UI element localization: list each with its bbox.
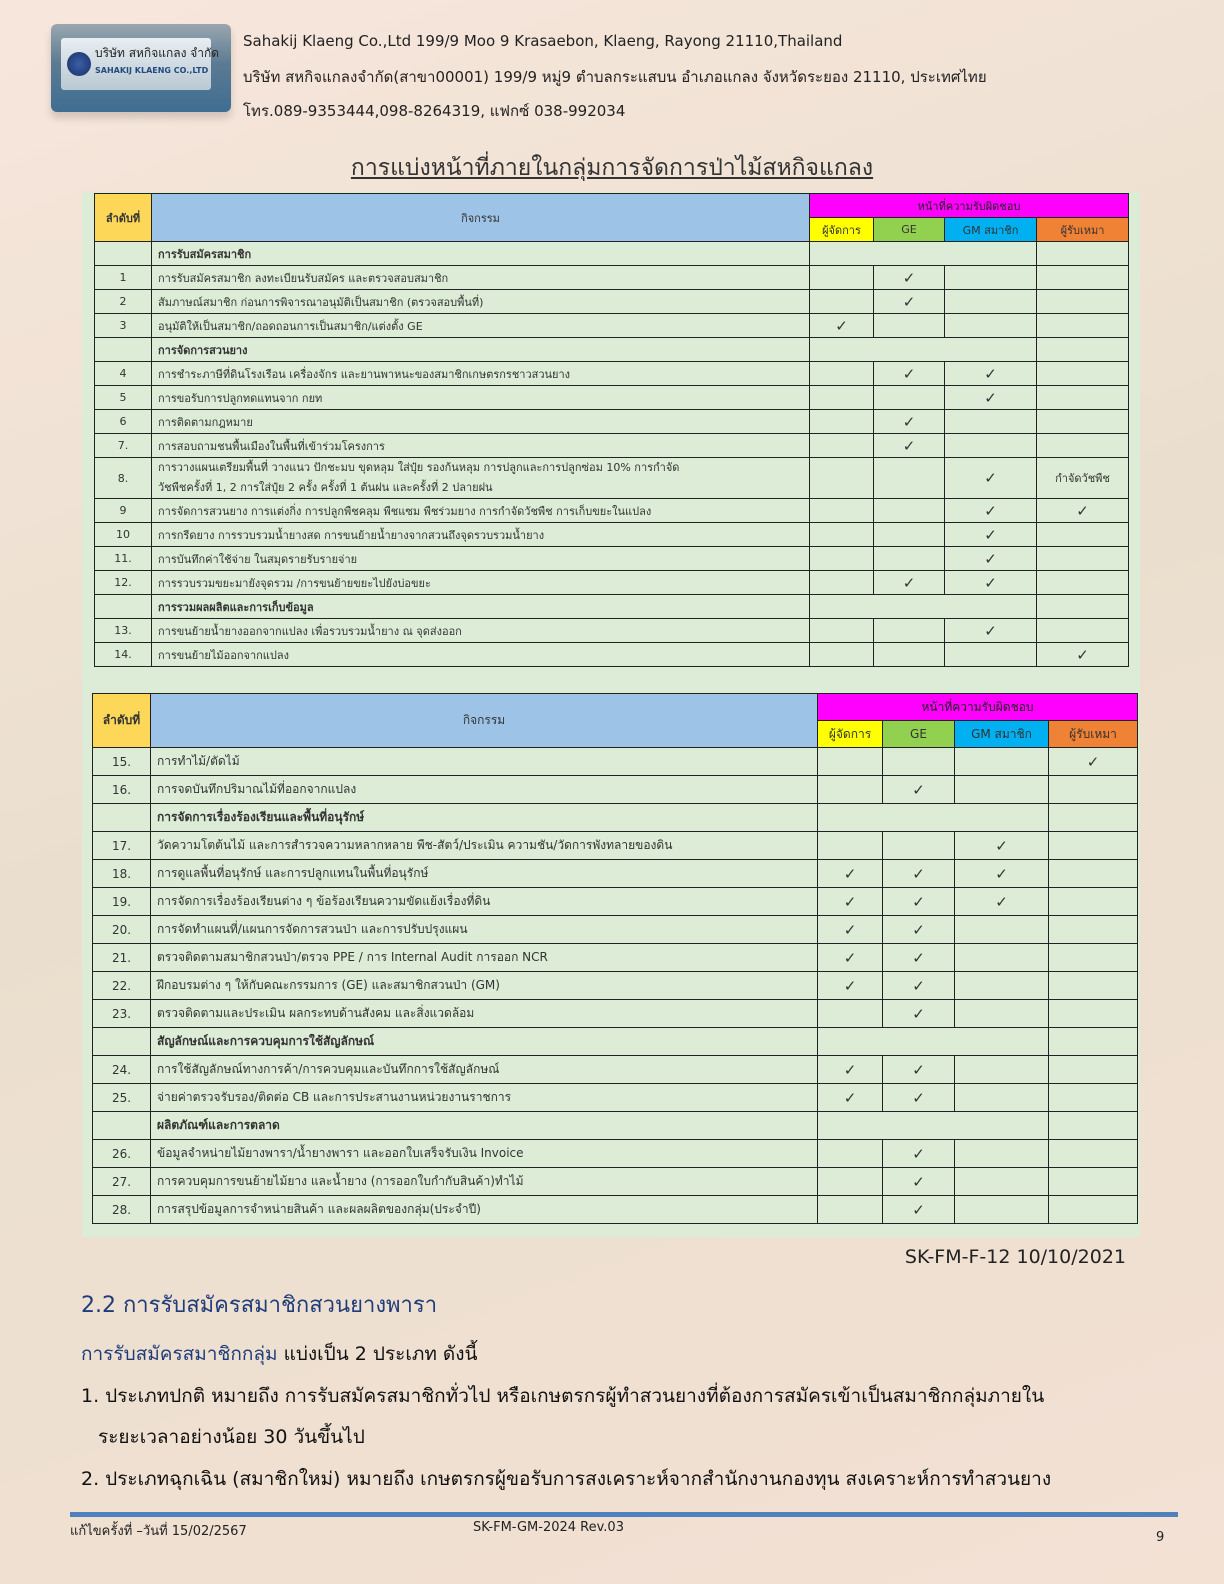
contractor-check <box>1049 832 1138 860</box>
activity-cell: การสอบถามชนพื้นเมืองในพื้นที่เข้าร่วมโครงการ <box>152 434 810 458</box>
manager-check <box>810 434 874 458</box>
contractor-check <box>1049 776 1138 804</box>
activity-cell: การชำระภาษีที่ดินโรงเรือน เครื่องจักร และยานพาหนะของสมาชิกเกษตรกรชาวสวนยาง <box>152 362 810 386</box>
contractor-check: ✓ <box>1049 748 1138 776</box>
section-row <box>93 804 1138 832</box>
contractor-check <box>1037 434 1129 458</box>
row-number: 25. <box>93 1084 151 1112</box>
contractor-check <box>1049 944 1138 972</box>
ge-check: ✓ <box>883 888 955 916</box>
activity-cell: ตรวจติดตามสมาชิกสวนป่า/ตรวจ PPE / การ Internal Audit การออก NCR <box>151 944 818 972</box>
header-ge: GE <box>874 218 945 242</box>
table-row <box>93 972 1138 1000</box>
manager-check <box>818 776 883 804</box>
section-blank <box>810 338 1037 362</box>
section-title: การรับสมัครสมาชิก <box>152 242 810 266</box>
contractor-check <box>1049 1140 1138 1168</box>
header-contractor: ผู้รับเหมา <box>1037 218 1129 242</box>
activity-cell: การดูแลพื้นที่อนุรักษ์ และการปลูกแทนในพื้นที่อนุรักษ์ <box>151 860 818 888</box>
activity-cell: การบันทึกค่าใช้จ่าย ในสมุดรายรับรายจ่าย <box>152 547 810 571</box>
manager-check <box>810 619 874 643</box>
gm-check <box>955 1140 1049 1168</box>
ge-check <box>874 643 945 667</box>
manager-check: ✓ <box>818 1084 883 1112</box>
gm-check <box>955 944 1049 972</box>
ge-check: ✓ <box>874 266 945 290</box>
manager-check: ✓ <box>810 314 874 338</box>
ge-check: ✓ <box>874 362 945 386</box>
section-blank <box>818 1112 1049 1140</box>
contractor-check: ✓ <box>1037 643 1129 667</box>
section-title: การจัดการเรื่องร้องเรียนและพื้นที่อนุรักษ์ <box>151 804 818 832</box>
manager-check <box>810 362 874 386</box>
header-gm: GM สมาชิก <box>945 218 1037 242</box>
table-row <box>95 434 1129 458</box>
gm-check <box>955 916 1049 944</box>
manager-check <box>818 748 883 776</box>
row-number: 1 <box>95 266 152 290</box>
activity-cell: การขนย้ายน้ำยางออกจากแปลง เพื่อรวบรวมน้ำยาง ณ จุดส่งออก <box>152 619 810 643</box>
footer-doc-code: SK-FM-GM-2024 Rev.03 <box>473 1520 624 1535</box>
table-row <box>93 944 1138 972</box>
section-row <box>95 595 1129 619</box>
gm-check <box>955 1000 1049 1028</box>
contractor-check <box>1037 386 1129 410</box>
table-row <box>93 1168 1138 1196</box>
gm-check: ✓ <box>945 571 1037 595</box>
contractor-check <box>1037 619 1129 643</box>
ge-check: ✓ <box>874 290 945 314</box>
manager-check <box>818 1000 883 1028</box>
table-row <box>95 523 1129 547</box>
manager-check: ✓ <box>818 972 883 1000</box>
footer-revision: แก้ไขครั้งที่ –วันที่ 15/02/2567 <box>70 1524 247 1539</box>
row-number: 21. <box>93 944 151 972</box>
table-row <box>95 386 1129 410</box>
ge-check <box>874 547 945 571</box>
table-row <box>95 362 1129 386</box>
section-blank <box>810 242 1037 266</box>
section-blank <box>1049 804 1138 832</box>
activity-cell: ฝึกอบรมต่าง ๆ ให้กับคณะกรรมการ (GE) และสมาชิกสวนป่า (GM) <box>151 972 818 1000</box>
manager-check: ✓ <box>818 944 883 972</box>
row-number: 12. <box>95 571 152 595</box>
activity-cell: วัดความโตต้นไม้ และการสำรวจความหลากหลาย พืช-สัตว์/ประเมิน ความชัน/วัดการพังทลายของดิน <box>151 832 818 860</box>
section-title: การจัดการสวนยาง <box>152 338 810 362</box>
row-number: 6 <box>95 410 152 434</box>
duty-table-1 <box>94 193 1129 667</box>
manager-check <box>818 1140 883 1168</box>
section-row <box>95 338 1129 362</box>
company-logo <box>51 24 231 112</box>
header-manager: ผู้จัดการ <box>810 218 874 242</box>
section-blank <box>1037 242 1129 266</box>
row-number: 11. <box>95 547 152 571</box>
ge-check <box>874 619 945 643</box>
section-blank <box>1049 1028 1138 1056</box>
row-number: 14. <box>95 643 152 667</box>
ge-check: ✓ <box>883 1168 955 1196</box>
list-item-2: 2. ประเภทฉุกเฉิน (สมาชิกใหม่) หมายถึง เกษตรกรผู้ขอรับการสงเคราะห์จากสำนักงานกองทุน สงเคราะห์การทำสวนยาง <box>81 1468 1052 1490</box>
table-row <box>93 1000 1138 1028</box>
row-number: 22. <box>93 972 151 1000</box>
table-row <box>95 643 1129 667</box>
manager-check: ✓ <box>818 1056 883 1084</box>
contractor-check: กำจัดวัชพืช <box>1037 458 1129 499</box>
ge-check: ✓ <box>874 434 945 458</box>
gm-check: ✓ <box>945 362 1037 386</box>
ge-check: ✓ <box>883 916 955 944</box>
row-number: 16. <box>93 776 151 804</box>
manager-check: ✓ <box>818 888 883 916</box>
activity-cell: การจัดการเรื่องร้องเรียนต่าง ๆ ข้อร้องเรียนความขัดแย้งเรื่องที่ดิน <box>151 888 818 916</box>
header-address-en: Sahakij Klaeng Co.,Ltd 199/9 Moo 9 Krasaebon, Klaeng, Rayong 21110,Thailand <box>243 32 843 50</box>
table-row <box>95 571 1129 595</box>
activity-cell: การกรีดยาง การรวบรวมน้ำยางสด การขนย้ายน้ำยางจากสวนถึงจุดรวบรวมน้ำยาง <box>152 523 810 547</box>
table-row <box>93 832 1138 860</box>
row-number: 24. <box>93 1056 151 1084</box>
row-number: 8. <box>95 458 152 499</box>
gm-check <box>945 643 1037 667</box>
table-row <box>95 290 1129 314</box>
gm-check <box>955 972 1049 1000</box>
manager-check: ✓ <box>818 860 883 888</box>
header-manager: ผู้จัดการ <box>818 721 883 748</box>
row-number: 5 <box>95 386 152 410</box>
row-number: 26. <box>93 1140 151 1168</box>
manager-check <box>810 290 874 314</box>
row-number <box>95 595 152 619</box>
ge-check: ✓ <box>883 1000 955 1028</box>
table-row <box>95 314 1129 338</box>
contractor-check <box>1037 314 1129 338</box>
activity-cell: การขอรับการปลูกทดแทนจาก กยท <box>152 386 810 410</box>
activity-cell: อนุมัติให้เป็นสมาชิก/ถอดถอนการเป็นสมาชิก/แต่งตั้ง GE <box>152 314 810 338</box>
table-row <box>93 1084 1138 1112</box>
contractor-check: ✓ <box>1037 499 1129 523</box>
ge-check: ✓ <box>883 1056 955 1084</box>
contractor-check <box>1049 860 1138 888</box>
ge-check: ✓ <box>883 972 955 1000</box>
ge-check: ✓ <box>883 1084 955 1112</box>
paragraph-lead: การรับสมัครสมาชิกกลุ่ม <box>81 1343 278 1365</box>
header-duty: หน้าที่ความรับผิดชอบ <box>818 694 1138 721</box>
header-gm: GM สมาชิก <box>955 721 1049 748</box>
page-number: 9 <box>1156 1530 1165 1545</box>
activity-cell: การควบคุมการขนย้ายไม้ยาง และน้ำยาง (การออกใบกำกับสินค้า)ทำไม้ <box>151 1168 818 1196</box>
ge-check <box>874 523 945 547</box>
section-title: สัญลักษณ์และการควบคุมการใช้สัญลักษณ์ <box>151 1028 818 1056</box>
ge-check <box>874 386 945 410</box>
header-no: ลำดับที่ <box>95 194 152 242</box>
manager-check <box>810 547 874 571</box>
section-title: ผลิตภัณฑ์และการตลาด <box>151 1112 818 1140</box>
table-row <box>93 916 1138 944</box>
activity-cell <box>152 458 810 499</box>
ge-check: ✓ <box>883 1196 955 1224</box>
gm-check: ✓ <box>945 458 1037 499</box>
table-row <box>93 1140 1138 1168</box>
ge-check: ✓ <box>883 944 955 972</box>
manager-check <box>810 410 874 434</box>
contractor-check <box>1049 1000 1138 1028</box>
ge-check: ✓ <box>883 860 955 888</box>
section-blank <box>1037 338 1129 362</box>
activity-cell: การจดบันทึกปริมาณไม้ที่ออกจากแปลง <box>151 776 818 804</box>
section-blank <box>818 1028 1049 1056</box>
row-number: 3 <box>95 314 152 338</box>
ge-check <box>874 499 945 523</box>
row-number: 19. <box>93 888 151 916</box>
contractor-check <box>1037 523 1129 547</box>
section-row <box>95 242 1129 266</box>
gm-check <box>955 748 1049 776</box>
manager-check <box>810 523 874 547</box>
activity-line: การวางแผนเตรียมพื้นที่ วางแนว ปักชะมบ ขุดหลุม ใส่ปุ๋ย รองก้นหลุม การปลูกและการปลูกซ่อม 10% การกำจัด <box>158 461 680 474</box>
activity-cell: การติดตามกฎหมาย <box>152 410 810 434</box>
gm-check: ✓ <box>945 523 1037 547</box>
table-row <box>93 860 1138 888</box>
gm-check <box>955 1196 1049 1224</box>
duty-table-2 <box>92 693 1138 1224</box>
row-number: 28. <box>93 1196 151 1224</box>
header-phone: โทร.089-9353444,098-8264319, แฟกซ์ 038-992034 <box>243 102 626 120</box>
manager-check: ✓ <box>818 916 883 944</box>
table-row <box>95 266 1129 290</box>
header-contractor: ผู้รับเหมา <box>1049 721 1138 748</box>
header-address-th: บริษัท สหกิจแกลงจำกัด(สาขา00001) 199/9 หมู่9 ตำบลกระแสบน อำเภอแกลง จังหวัดระยอง 21110, ประเทศไทย <box>243 68 987 86</box>
gm-check <box>945 266 1037 290</box>
paragraph-intro <box>81 1339 478 1369</box>
manager-check <box>818 1196 883 1224</box>
row-number: 10 <box>95 523 152 547</box>
contractor-check <box>1049 916 1138 944</box>
ge-check: ✓ <box>874 410 945 434</box>
ge-check <box>883 832 955 860</box>
activity-cell: การสรุปข้อมูลการจำหน่ายสินค้า และผลผลิตของกลุ่ม(ประจำปี) <box>151 1196 818 1224</box>
contractor-check <box>1037 362 1129 386</box>
paragraph-rest: แบ่งเป็น 2 ประเภท ดังนี้ <box>277 1343 478 1365</box>
activity-cell: สัมภาษณ์สมาชิก ก่อนการพิจารณาอนุมัติเป็นสมาชิก (ตรวจสอบพื้นที่) <box>152 290 810 314</box>
table-row <box>93 776 1138 804</box>
row-number <box>93 804 151 832</box>
row-number: 13. <box>95 619 152 643</box>
contractor-check <box>1049 1056 1138 1084</box>
row-number: 17. <box>93 832 151 860</box>
section-blank <box>818 804 1049 832</box>
activity-cell: ตรวจติดตามและประเมิน ผลกระทบด้านสังคม และสิ่งแวดล้อม <box>151 1000 818 1028</box>
row-number <box>95 242 152 266</box>
row-number: 2 <box>95 290 152 314</box>
gm-check: ✓ <box>945 499 1037 523</box>
contractor-check <box>1037 266 1129 290</box>
activity-line: วัชพืชครั้งที่ 1, 2 การใส่ปุ๋ย 2 ครั้ง ครั้งที่ 1 ต้นฝน และครั้งที่ 2 ปลายฝน <box>158 481 493 494</box>
ge-check: ✓ <box>883 776 955 804</box>
section-blank <box>810 595 1037 619</box>
contractor-check <box>1049 972 1138 1000</box>
table-row <box>95 458 1129 499</box>
manager-check <box>810 571 874 595</box>
gm-check: ✓ <box>955 888 1049 916</box>
manager-check <box>810 643 874 667</box>
footer-divider <box>70 1512 1178 1517</box>
activity-cell: การจัดการสวนยาง การแต่งกิ่ง การปลูกพืชคลุม พืชแซม พืชร่วมยาง การกำจัดวัชพืช การเก็บขยะในแปลง <box>152 499 810 523</box>
gm-check <box>945 410 1037 434</box>
gm-check: ✓ <box>955 832 1049 860</box>
gm-check <box>945 434 1037 458</box>
gm-check: ✓ <box>955 860 1049 888</box>
manager-check <box>810 386 874 410</box>
ge-check: ✓ <box>883 1140 955 1168</box>
table-row <box>95 499 1129 523</box>
table-row <box>95 619 1129 643</box>
contractor-check <box>1049 1196 1138 1224</box>
contractor-check <box>1049 1168 1138 1196</box>
gm-check: ✓ <box>945 619 1037 643</box>
row-number: 18. <box>93 860 151 888</box>
section-row <box>93 1112 1138 1140</box>
form-doc-id: SK-FM-F-12 10/10/2021 <box>904 1246 1126 1268</box>
header-activity: กิจกรรม <box>151 694 818 748</box>
contractor-check <box>1037 571 1129 595</box>
list-item-1-line2: ระยะเวลาอย่างน้อย 30 วันขึ้นไป <box>98 1426 365 1448</box>
logo-signboard <box>61 38 220 90</box>
gm-check <box>945 314 1037 338</box>
manager-check <box>810 266 874 290</box>
row-number <box>95 338 152 362</box>
table-row <box>95 410 1129 434</box>
activity-cell: ข้อมูลจำหน่ายไม้ยางพารา/น้ำยางพารา และออกใบเสร็จรับเงิน Invoice <box>151 1140 818 1168</box>
activity-cell: การทำไม้/ตัดไม้ <box>151 748 818 776</box>
header-activity: กิจกรรม <box>152 194 810 242</box>
contractor-check <box>1037 547 1129 571</box>
row-number: 4 <box>95 362 152 386</box>
manager-check <box>810 458 874 499</box>
activity-cell: การขนย้ายไม้ออกจากแปลง <box>152 643 810 667</box>
row-number: 20. <box>93 916 151 944</box>
header-duty: หน้าที่ความรับผิดชอบ <box>810 194 1129 218</box>
ge-check <box>874 314 945 338</box>
gm-check <box>955 1168 1049 1196</box>
section-blank <box>1037 595 1129 619</box>
ge-check <box>874 458 945 499</box>
contractor-check <box>1037 290 1129 314</box>
row-number: 9 <box>95 499 152 523</box>
row-number: 15. <box>93 748 151 776</box>
table-row <box>93 888 1138 916</box>
manager-check <box>818 1168 883 1196</box>
logo-text: บริษัท สหกิจแกลง จำกัด <box>95 46 220 60</box>
ge-check: ✓ <box>874 571 945 595</box>
table-row <box>93 748 1138 776</box>
gm-check <box>945 290 1037 314</box>
contractor-check <box>1049 888 1138 916</box>
section-blank <box>1049 1112 1138 1140</box>
contractor-check <box>1049 1084 1138 1112</box>
section-heading: 2.2 การรับสมัครสมาชิกสวนยางพารา <box>81 1293 438 1318</box>
gm-check: ✓ <box>945 547 1037 571</box>
header-no: ลำดับที่ <box>93 694 151 748</box>
page-title: การแบ่งหน้าที่ภายในกลุ่มการจัดการป่าไม้สหกิจแกลง <box>350 155 874 181</box>
section-row <box>93 1028 1138 1056</box>
section-title: การรวมผลผลิตและการเก็บข้อมูล <box>152 595 810 619</box>
row-number: 27. <box>93 1168 151 1196</box>
contractor-check <box>1037 410 1129 434</box>
gm-check <box>955 776 1049 804</box>
manager-check <box>818 832 883 860</box>
logo-subtext: SAHAKIJ KLAENG CO.,LTD <box>95 66 209 75</box>
list-item-1-line1: 1. ประเภทปกติ หมายถึง การรับสมัครสมาชิกทั่วไป หรือเกษตรกรผู้ทำสวนยางที่ต้องการสมัครเข้าเป็นสมาชิกกลุ่มภายใน <box>81 1385 1045 1407</box>
activity-cell: การรวบรวมขยะมายังจุดรวม /การขนย้ายขยะไปยังบ่อขยะ <box>152 571 810 595</box>
table-row <box>93 1056 1138 1084</box>
header-ge: GE <box>883 721 955 748</box>
gm-check <box>955 1056 1049 1084</box>
row-number: 23. <box>93 1000 151 1028</box>
activity-cell: จ่ายค่าตรวจรับรอง/ติดต่อ CB และการประสานงานหน่วยงานราชการ <box>151 1084 818 1112</box>
gm-check <box>955 1084 1049 1112</box>
activity-cell: การรับสมัครสมาชิก ลงทะเบียนรับสมัคร และตรวจสอบสมาชิก <box>152 266 810 290</box>
activity-cell: การจัดทำแผนที่/แผนการจัดการสวนป่า และการปรับปรุงแผน <box>151 916 818 944</box>
activity-cell: การใช้สัญลักษณ์ทางการค้า/การควบคุมและบันทึกการใช้สัญลักษณ์ <box>151 1056 818 1084</box>
gm-check: ✓ <box>945 386 1037 410</box>
company-emblem-icon <box>67 52 91 76</box>
manager-check <box>810 499 874 523</box>
table-row <box>93 1196 1138 1224</box>
row-number: 7. <box>95 434 152 458</box>
row-number <box>93 1112 151 1140</box>
table-row <box>95 547 1129 571</box>
row-number <box>93 1028 151 1056</box>
ge-check <box>883 748 955 776</box>
